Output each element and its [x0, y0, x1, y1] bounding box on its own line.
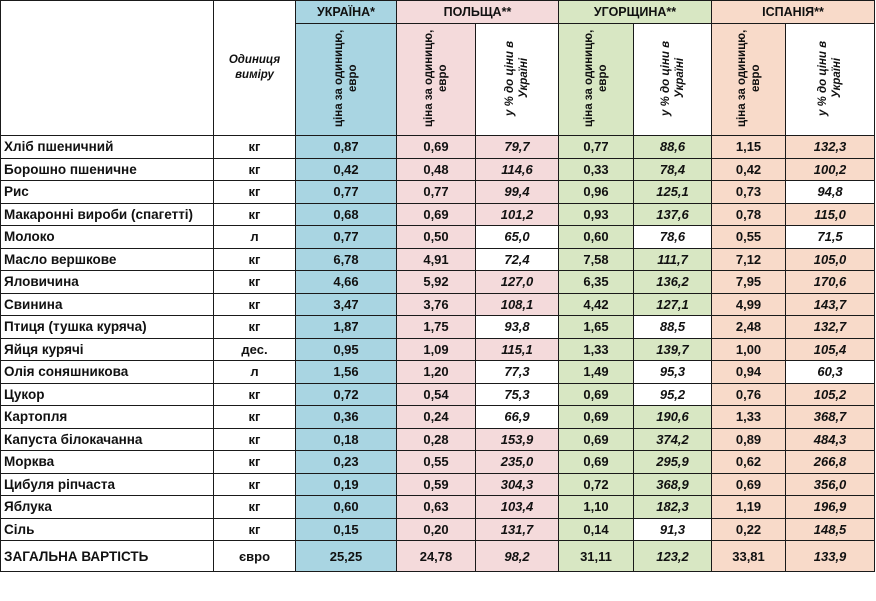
hungary-pct: 111,7 — [634, 248, 712, 271]
hungary-pct: 137,6 — [634, 203, 712, 226]
pct-of-ukraine-label: у % до ціни в Україні — [659, 40, 686, 116]
product-name: Яловичина — [1, 271, 214, 294]
ukraine-price: 0,36 — [296, 406, 397, 429]
poland-pct: 65,0 — [476, 226, 559, 249]
hungary-price: 0,69 — [559, 406, 634, 429]
poland-price: 3,76 — [397, 293, 476, 316]
product-unit: кг — [214, 451, 296, 474]
ukraine-price: 0,77 — [296, 181, 397, 204]
product-name: Капуста білокачанна — [1, 428, 214, 451]
country-header-poland: ПОЛЬЩА** — [397, 1, 559, 24]
hungary-pct: 78,4 — [634, 158, 712, 181]
country-header-ukraine: УКРАЇНА* — [296, 1, 397, 24]
spain-price: 7,95 — [712, 271, 786, 294]
spain-pct: 356,0 — [786, 473, 875, 496]
ukraine-price: 4,66 — [296, 271, 397, 294]
poland-price: 0,54 — [397, 383, 476, 406]
product-name: Морква — [1, 451, 214, 474]
spain-pct: 60,3 — [786, 361, 875, 384]
spain-pct: 196,9 — [786, 496, 875, 519]
poland-pct: 79,7 — [476, 136, 559, 159]
total-label: ЗАГАЛЬНА ВАРТІСТЬ — [1, 541, 214, 572]
product-name: Цукор — [1, 383, 214, 406]
product-unit: кг — [214, 473, 296, 496]
poland-pct: 77,3 — [476, 361, 559, 384]
price-per-unit-label: ціна за одиницю, евро — [423, 29, 449, 127]
total-unit: євро — [214, 541, 296, 572]
hungary-price: 0,33 — [559, 158, 634, 181]
spain-pct: 148,5 — [786, 518, 875, 541]
total-row — [1, 541, 875, 572]
hungary-pct: 182,3 — [634, 496, 712, 519]
product-name: Макаронні вироби (спагетті) — [1, 203, 214, 226]
spain-pct: 115,0 — [786, 203, 875, 226]
ukraine-price: 0,68 — [296, 203, 397, 226]
spain-price: 1,00 — [712, 338, 786, 361]
hungary-pct: 139,7 — [634, 338, 712, 361]
product-unit: кг — [214, 383, 296, 406]
spain-pct: 105,2 — [786, 383, 875, 406]
product-name: Сіль — [1, 518, 214, 541]
spain-price: 0,42 — [712, 158, 786, 181]
ukraine-price: 1,56 — [296, 361, 397, 384]
ukraine-price: 0,18 — [296, 428, 397, 451]
poland-price: 0,20 — [397, 518, 476, 541]
hungary-price: 6,35 — [559, 271, 634, 294]
country-header-hungary: УГОРЩИНА** — [559, 1, 712, 24]
table-row — [1, 473, 875, 496]
product-unit: кг — [214, 181, 296, 204]
spain-pct: 132,7 — [786, 316, 875, 339]
product-unit: л — [214, 361, 296, 384]
ukraine-price: 3,47 — [296, 293, 397, 316]
table-row — [1, 136, 875, 159]
table-row — [1, 383, 875, 406]
poland-price: 4,91 — [397, 248, 476, 271]
hungary-pct: 88,5 — [634, 316, 712, 339]
spain-total-pct: 133,9 — [786, 541, 875, 572]
product-unit: кг — [214, 428, 296, 451]
hungary-pct: 136,2 — [634, 271, 712, 294]
product-unit: кг — [214, 248, 296, 271]
hungary-price: 1,49 — [559, 361, 634, 384]
hungary-price: 0,72 — [559, 473, 634, 496]
product-unit: кг — [214, 271, 296, 294]
ukraine-price: 0,15 — [296, 518, 397, 541]
product-name: Борошно пшеничне — [1, 158, 214, 181]
ukraine-price: 0,23 — [296, 451, 397, 474]
spain-pct: 100,2 — [786, 158, 875, 181]
product-name: Хліб пшеничний — [1, 136, 214, 159]
table-row — [1, 158, 875, 181]
product-unit: кг — [214, 496, 296, 519]
pct-of-ukraine-label: у % до ціни в Україні — [504, 40, 530, 116]
spain-price: 1,33 — [712, 406, 786, 429]
table-row — [1, 428, 875, 451]
hungary-price: 0,14 — [559, 518, 634, 541]
spain-pct: 94,8 — [786, 181, 875, 204]
spain-price: 0,78 — [712, 203, 786, 226]
ukraine-price: 0,60 — [296, 496, 397, 519]
hungary-price: 0,69 — [559, 451, 634, 474]
poland-price: 0,24 — [397, 406, 476, 429]
poland-pct: 72,4 — [476, 248, 559, 271]
product-name: Яблука — [1, 496, 214, 519]
poland-price: 0,59 — [397, 473, 476, 496]
poland-pct-header-cell — [476, 24, 559, 136]
poland-pct: 101,2 — [476, 203, 559, 226]
product-unit: кг — [214, 316, 296, 339]
product-unit: л — [214, 226, 296, 249]
product-name: Свинина — [1, 293, 214, 316]
table-row — [1, 496, 875, 519]
hungary-price-header-cell — [559, 24, 634, 136]
poland-price: 0,50 — [397, 226, 476, 249]
ukraine-price: 0,77 — [296, 226, 397, 249]
price-per-unit-label: ціна за одиницю, евро — [333, 29, 359, 127]
hungary-pct: 295,9 — [634, 451, 712, 474]
spain-pct-header-cell — [786, 24, 875, 136]
hungary-total-pct: 123,2 — [634, 541, 712, 572]
spain-price: 0,55 — [712, 226, 786, 249]
hungary-pct: 368,9 — [634, 473, 712, 496]
hungary-price: 0,96 — [559, 181, 634, 204]
ukraine-price-header-cell — [296, 24, 397, 136]
product-name: Яйця курячі — [1, 338, 214, 361]
hungary-price: 0,60 — [559, 226, 634, 249]
spain-total: 33,81 — [712, 541, 786, 572]
poland-price: 1,09 — [397, 338, 476, 361]
hungary-price: 1,10 — [559, 496, 634, 519]
hungary-pct: 190,6 — [634, 406, 712, 429]
hungary-pct: 91,3 — [634, 518, 712, 541]
spain-pct: 105,4 — [786, 338, 875, 361]
poland-pct: 75,3 — [476, 383, 559, 406]
poland-pct: 127,0 — [476, 271, 559, 294]
product-name: Цибуля ріпчаста — [1, 473, 214, 496]
table-row — [1, 203, 875, 226]
hungary-pct: 95,3 — [634, 361, 712, 384]
poland-price: 0,69 — [397, 136, 476, 159]
poland-pct: 131,7 — [476, 518, 559, 541]
hungary-pct: 95,2 — [634, 383, 712, 406]
table-row — [1, 226, 875, 249]
spain-price: 7,12 — [712, 248, 786, 271]
product-name: Олія соняшникова — [1, 361, 214, 384]
ukraine-price: 0,95 — [296, 338, 397, 361]
poland-pct: 99,4 — [476, 181, 559, 204]
table-row — [1, 338, 875, 361]
poland-pct: 103,4 — [476, 496, 559, 519]
poland-price-header-cell — [397, 24, 476, 136]
hungary-pct: 127,1 — [634, 293, 712, 316]
table-row — [1, 361, 875, 384]
hungary-price: 0,69 — [559, 383, 634, 406]
poland-price: 0,55 — [397, 451, 476, 474]
spain-pct: 143,7 — [786, 293, 875, 316]
poland-price: 0,77 — [397, 181, 476, 204]
table-row — [1, 293, 875, 316]
ukraine-price: 6,78 — [296, 248, 397, 271]
table-row — [1, 406, 875, 429]
hungary-pct: 88,6 — [634, 136, 712, 159]
table-row — [1, 518, 875, 541]
hungary-pct: 374,2 — [634, 428, 712, 451]
poland-pct: 114,6 — [476, 158, 559, 181]
spain-price: 2,48 — [712, 316, 786, 339]
poland-price: 0,69 — [397, 203, 476, 226]
product-unit: кг — [214, 518, 296, 541]
table-row — [1, 316, 875, 339]
poland-price: 5,92 — [397, 271, 476, 294]
spain-price: 0,76 — [712, 383, 786, 406]
pct-of-ukraine-label: у % до ціни в Україні — [817, 40, 844, 116]
poland-pct: 304,3 — [476, 473, 559, 496]
spain-price: 4,99 — [712, 293, 786, 316]
product-name: Рис — [1, 181, 214, 204]
spain-pct: 484,3 — [786, 428, 875, 451]
product-name: Птиця (тушка куряча) — [1, 316, 214, 339]
hungary-price: 4,42 — [559, 293, 634, 316]
ukraine-price: 0,72 — [296, 383, 397, 406]
hungary-price: 7,58 — [559, 248, 634, 271]
table-row — [1, 248, 875, 271]
spain-price: 1,15 — [712, 136, 786, 159]
poland-pct: 235,0 — [476, 451, 559, 474]
poland-price: 0,63 — [397, 496, 476, 519]
ukraine-price: 0,42 — [296, 158, 397, 181]
spain-price: 0,94 — [712, 361, 786, 384]
ukraine-total: 25,25 — [296, 541, 397, 572]
hungary-price: 0,69 — [559, 428, 634, 451]
unit-column-header: Одиниця виміру — [214, 1, 296, 136]
poland-price: 1,20 — [397, 361, 476, 384]
hungary-price: 0,93 — [559, 203, 634, 226]
hungary-pct: 125,1 — [634, 181, 712, 204]
poland-price: 1,75 — [397, 316, 476, 339]
ukraine-price: 0,19 — [296, 473, 397, 496]
table-row — [1, 451, 875, 474]
spain-price-header-cell — [712, 24, 786, 136]
poland-pct: 108,1 — [476, 293, 559, 316]
ukraine-price: 0,87 — [296, 136, 397, 159]
country-header-spain: ІСПАНІЯ** — [712, 1, 875, 24]
spain-price: 0,73 — [712, 181, 786, 204]
price-per-unit-label: ціна за одиницю, евро — [735, 29, 762, 127]
product-unit: кг — [214, 158, 296, 181]
poland-pct: 153,9 — [476, 428, 559, 451]
spain-price: 0,62 — [712, 451, 786, 474]
hungary-pct-header-cell — [634, 24, 712, 136]
poland-pct: 66,9 — [476, 406, 559, 429]
poland-pct: 115,1 — [476, 338, 559, 361]
header-blank-cell — [1, 1, 214, 136]
poland-total-pct: 98,2 — [476, 541, 559, 572]
poland-total: 24,78 — [397, 541, 476, 572]
hungary-price: 0,77 — [559, 136, 634, 159]
product-unit: дес. — [214, 338, 296, 361]
spain-pct: 266,8 — [786, 451, 875, 474]
product-unit: кг — [214, 406, 296, 429]
poland-price: 0,28 — [397, 428, 476, 451]
product-unit: кг — [214, 293, 296, 316]
hungary-total: 31,11 — [559, 541, 634, 572]
hungary-pct: 78,6 — [634, 226, 712, 249]
table-row — [1, 271, 875, 294]
product-name: Картопля — [1, 406, 214, 429]
product-unit: кг — [214, 203, 296, 226]
spain-price: 1,19 — [712, 496, 786, 519]
spain-price: 0,22 — [712, 518, 786, 541]
spain-price: 0,69 — [712, 473, 786, 496]
spain-pct: 132,3 — [786, 136, 875, 159]
product-name: Масло вершкове — [1, 248, 214, 271]
product-name: Молоко — [1, 226, 214, 249]
table-row — [1, 181, 875, 204]
spain-pct: 71,5 — [786, 226, 875, 249]
spain-pct: 368,7 — [786, 406, 875, 429]
hungary-price: 1,65 — [559, 316, 634, 339]
product-unit: кг — [214, 136, 296, 159]
price-per-unit-label: ціна за одиницю, евро — [583, 29, 609, 127]
poland-price: 0,48 — [397, 158, 476, 181]
poland-pct: 93,8 — [476, 316, 559, 339]
ukraine-price: 1,87 — [296, 316, 397, 339]
hungary-price: 1,33 — [559, 338, 634, 361]
spain-pct: 105,0 — [786, 248, 875, 271]
spain-price: 0,89 — [712, 428, 786, 451]
spain-pct: 170,6 — [786, 271, 875, 294]
